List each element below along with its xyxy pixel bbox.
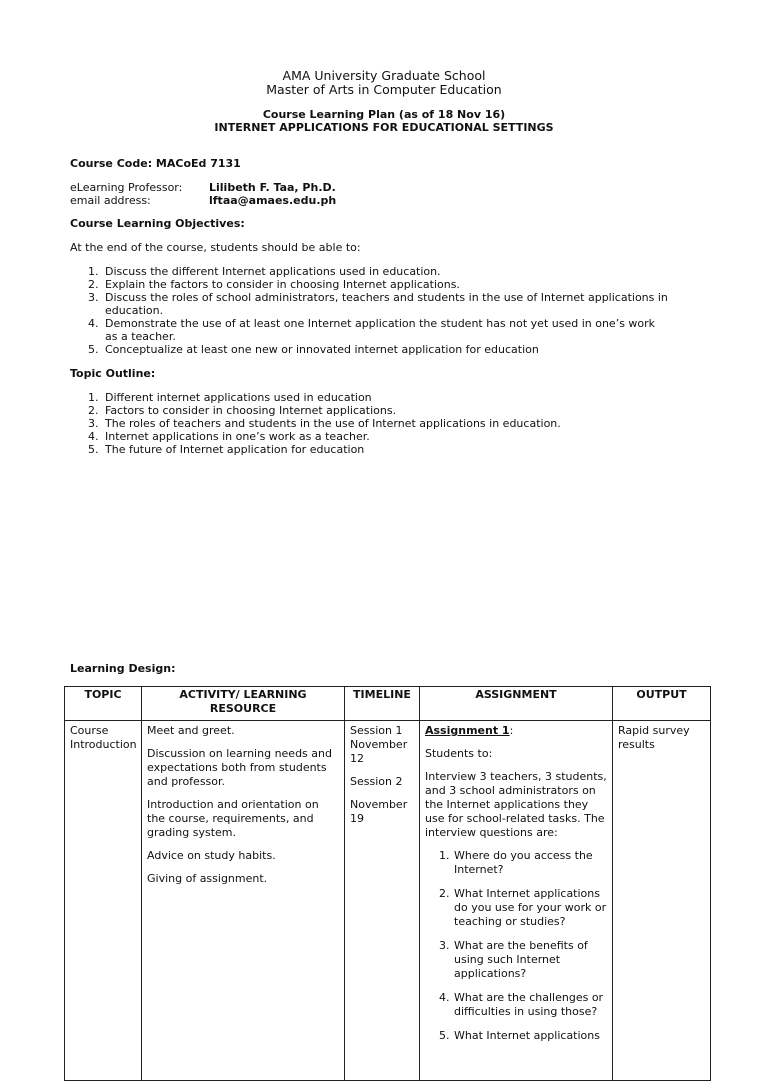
list-item: 2. What Internet applications do you use for your work or teaching or studies?	[439, 887, 607, 928]
course-code: Course Code: MACoEd 7131	[70, 157, 241, 170]
column-header-activity: ACTIVITY/ LEARNING RESOURCE	[142, 687, 345, 721]
timeline-cell	[345, 721, 420, 1081]
objectives-heading: Course Learning Objectives:	[70, 217, 245, 230]
list-item: 1. Different internet applications used in education	[88, 391, 372, 404]
list-item: 2. Explain the factors to consider in choosing Internet applications.	[88, 278, 460, 291]
objectives-intro: At the end of the course, students should be able to:	[70, 241, 361, 254]
program-name: Master of Arts in Computer Education	[266, 82, 502, 97]
column-header-topic: TOPIC	[65, 687, 142, 721]
timeline-item: November 19	[350, 798, 408, 825]
school-name: AMA University Graduate School	[282, 68, 486, 83]
assignment-body: Interview 3 teachers, 3 students, and 3 school administrators on the Internet applications they use for school-related tasks. The interview questions are:	[425, 770, 607, 839]
list-item: 1. Where do you access the Internet?	[439, 849, 593, 876]
list-item: 4. Demonstrate the use of at least one Internet application the student has not yet used in one’s work as a teacher.	[88, 317, 656, 343]
activity-item: Discussion on learning needs and expectations both from students and professor.	[147, 747, 332, 788]
table-header-row	[65, 687, 711, 721]
topic-outline-list	[70, 391, 670, 456]
list-item: 5. The future of Internet application for education	[88, 443, 365, 456]
activity-item: Meet and greet.	[147, 724, 235, 737]
list-item: 5. Conceptualize at least one new or innovated internet application for education	[88, 343, 539, 356]
plan-title: Course Learning Plan (as of 18 Nov 16)	[262, 108, 506, 121]
course-title: INTERNET APPLICATIONS FOR EDUCATIONAL SETTINGS	[214, 121, 554, 134]
topic-cell: Course Introduction	[65, 721, 142, 1081]
assignment-title: Assignment 1:	[425, 724, 514, 737]
assignment-lead: Students to:	[425, 747, 493, 760]
list-item: 3. The roles of teachers and students in the use of Internet applications in education.	[88, 417, 561, 430]
timeline-item: Session 1 November 12	[350, 724, 408, 765]
interview-questions	[425, 849, 607, 1043]
list-item: 3. Discuss the roles of school administrators, teachers and students in the use of Internet applications in education.	[88, 291, 668, 317]
professor-name: Lilibeth F. Taa, Ph.D.	[209, 181, 336, 194]
list-item: 2. Factors to consider in choosing Internet applications.	[88, 404, 397, 417]
learning-design-heading: Learning Design:	[70, 662, 176, 675]
output-cell: Rapid survey results	[613, 721, 711, 1081]
list-item: 5. What Internet applications	[439, 1029, 600, 1042]
activity-item: Introduction and orientation on the course, requirements, and grading system.	[147, 798, 319, 839]
email-address: lftaa@amaes.edu.ph	[209, 194, 337, 207]
timeline-item: Session 2	[350, 775, 403, 788]
activity-cell	[142, 721, 345, 1081]
column-header-assignment: ASSIGNMENT	[420, 687, 613, 721]
activity-item: Advice on study habits.	[147, 849, 276, 862]
list-item: 3. What are the benefits of using such Internet applications?	[439, 939, 588, 980]
list-item: 1. Discuss the different Internet applications used in education.	[88, 265, 441, 278]
list-item: 4. Internet applications in one’s work as a teacher.	[88, 430, 370, 443]
objectives-list	[70, 265, 670, 356]
assignment-cell	[420, 721, 613, 1081]
professor-label: eLearning Professor:	[70, 181, 183, 194]
list-item: 4. What are the challenges or difficulties in using those?	[439, 991, 604, 1018]
topic-outline-heading: Topic Outline:	[70, 367, 156, 380]
activity-item: Giving of assignment.	[147, 872, 268, 885]
email-label: email address:	[70, 194, 151, 207]
learning-design-table	[64, 686, 711, 1081]
column-header-output: OUTPUT	[613, 687, 711, 721]
table-row	[65, 721, 711, 1081]
column-header-timeline: TIMELINE	[345, 687, 420, 721]
